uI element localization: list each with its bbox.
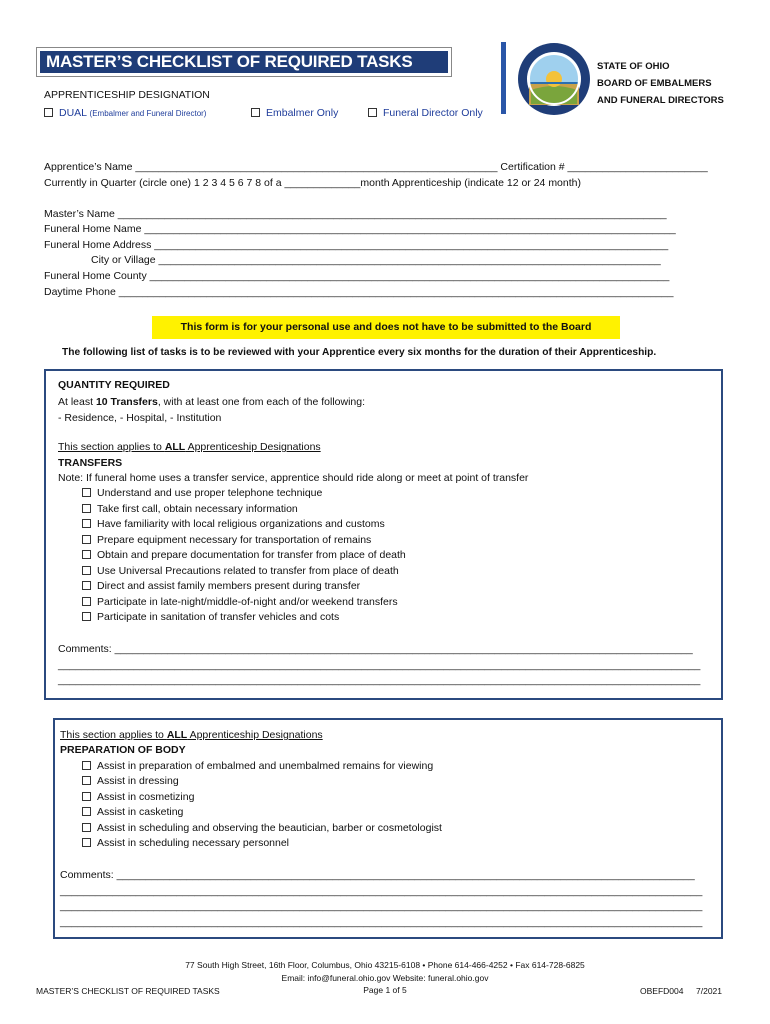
task-checkbox[interactable] <box>82 504 91 513</box>
task-label: Understand and use proper telephone technique <box>97 487 323 499</box>
applies-post: Apprenticeship Designations <box>185 441 321 453</box>
section1-applies <box>58 441 321 453</box>
task-label: Participate in sanitation of transfer vehicles and cots <box>97 611 340 623</box>
transfer-task[interactable] <box>82 596 398 608</box>
task-label: Assist in casketing <box>97 806 184 818</box>
task-checkbox[interactable] <box>82 535 91 544</box>
preparation-comment-line[interactable]: ______________________________________________________________________________________________________________ <box>60 900 703 912</box>
task-label: Assist in preparation of embalmed and unembalmed remains for viewing <box>97 760 434 772</box>
option-funeral-director-only[interactable] <box>368 107 483 119</box>
quantity-post: , with at least one from each of the following: <box>157 396 366 408</box>
embalmer-only-label: Embalmer Only <box>266 107 339 119</box>
task-checkbox[interactable] <box>82 566 91 575</box>
preparation-comment-line[interactable]: ______________________________________________________________________________________________________________ <box>60 885 703 897</box>
quantity-heading: QUANTITY REQUIRED <box>58 379 170 391</box>
applies-all: ALL <box>164 441 186 453</box>
form-date: 7/2021 <box>696 986 722 996</box>
preparation-comments[interactable]: Comments: ___________________________________________________________________________________________________ <box>60 869 695 881</box>
preparation-task[interactable] <box>82 775 179 787</box>
task-checkbox[interactable] <box>82 581 91 590</box>
transfers-comment-line[interactable]: ______________________________________________________________________________________________________________ <box>58 674 701 686</box>
dual-checkbox[interactable] <box>44 108 53 117</box>
dual-note: (Embalmer and Funeral Director) <box>89 109 207 118</box>
task-checkbox[interactable] <box>82 823 91 832</box>
applies-post: Apprenticeship Designations <box>187 729 323 741</box>
quantity-pre: At least <box>58 396 96 408</box>
agency-line-3: AND FUNERAL DIRECTORS <box>597 95 724 106</box>
header-divider <box>501 42 506 114</box>
title-box <box>36 47 452 77</box>
task-checkbox[interactable] <box>82 612 91 621</box>
transfer-task[interactable] <box>82 549 406 561</box>
transfer-task[interactable] <box>82 487 322 499</box>
task-checkbox[interactable] <box>82 519 91 528</box>
task-checkbox[interactable] <box>82 550 91 559</box>
quantity-requirement <box>58 396 365 408</box>
dual-label: DUAL <box>59 107 87 119</box>
page-title: MASTER’S CHECKLIST OF REQUIRED TASKS <box>40 51 448 73</box>
city-or-village-field[interactable]: City or Village ______________________________________________________________________________________ <box>91 254 661 266</box>
task-label: Obtain and prepare documentation for transfer from place of death <box>97 549 406 561</box>
option-dual[interactable] <box>44 107 206 119</box>
footer-address: 77 South High Street, 16th Floor, Columbus, Ohio 43215-6108 • Phone 614-466-4252 • Fax 614-728-6825 <box>185 960 585 970</box>
transfers-comments[interactable]: Comments: ___________________________________________________________________________________________________ <box>58 643 693 655</box>
task-label: Participate in late-night/middle-of-night and/or weekend transfers <box>97 596 398 608</box>
task-checkbox[interactable] <box>82 792 91 801</box>
quantity-list: - Residence, - Hospital, - Institution <box>58 412 222 424</box>
transfer-task[interactable] <box>82 518 385 530</box>
task-checkbox[interactable] <box>82 597 91 606</box>
preparation-comment-line[interactable]: ______________________________________________________________________________________________________________ <box>60 916 703 928</box>
transfers-note: Note: If funeral home uses a transfer service, apprentice should ride along or meet at point of transfer <box>58 472 529 484</box>
transfer-task[interactable] <box>82 611 339 623</box>
agency-line-2: BOARD OF EMBALMERS <box>597 78 712 89</box>
transfer-task[interactable] <box>82 580 360 592</box>
form-id: OBEFD004 <box>640 986 684 996</box>
preparation-task[interactable] <box>82 837 289 849</box>
embalmer-only-checkbox[interactable] <box>251 108 260 117</box>
preparation-task[interactable] <box>82 822 442 834</box>
preparation-task[interactable] <box>82 760 433 772</box>
footer-form-name: MASTER’S CHECKLIST OF REQUIRED TASKS <box>36 986 220 996</box>
applies-pre: This section applies to <box>60 729 167 741</box>
daytime-phone-field[interactable]: Daytime Phone _______________________________________________________________________________________________ <box>44 286 674 298</box>
task-label: Direct and assist family members present during transfer <box>97 580 361 592</box>
task-checkbox[interactable] <box>82 807 91 816</box>
preparation-task[interactable] <box>82 791 194 803</box>
task-label: Prepare equipment necessary for transportation of remains <box>97 534 372 546</box>
ohio-state-seal-icon <box>517 42 591 116</box>
option-embalmer-only[interactable] <box>251 107 338 119</box>
transfers-comment-line[interactable]: ______________________________________________________________________________________________________________ <box>58 659 701 671</box>
task-checkbox[interactable] <box>82 488 91 497</box>
preparation-heading: PREPARATION OF BODY <box>60 744 186 756</box>
agency-name <box>597 58 724 109</box>
task-label: Assist in cosmetizing <box>97 791 195 803</box>
designation-heading: APPRENTICESHIP DESIGNATION <box>44 89 210 101</box>
task-label: Have familiarity with local religious organizations and customs <box>97 518 385 530</box>
transfer-task[interactable] <box>82 565 399 577</box>
funeral-home-name-field[interactable]: Funeral Home Name ___________________________________________________________________________________________ <box>44 223 676 235</box>
quantity-count: 10 Transfers <box>95 396 158 408</box>
task-label: Assist in dressing <box>97 775 179 787</box>
quarter-field[interactable]: Currently in Quarter (circle one) 1 2 3 4 5 6 7 8 of a _____________month Apprenticeship (indicate 12 or 24 month) <box>44 177 581 189</box>
apprentice-name-field[interactable]: Apprentice’s Name ______________________________________________________________ Certification # ________________________ <box>44 161 708 173</box>
funeral-director-only-checkbox[interactable] <box>368 108 377 117</box>
transfers-heading: TRANSFERS <box>58 457 123 469</box>
funeral-home-county-field[interactable]: Funeral Home County _________________________________________________________________________________________ <box>44 270 670 282</box>
funeral-director-only-label: Funeral Director Only <box>383 107 483 119</box>
task-checkbox[interactable] <box>82 761 91 770</box>
agency-line-1: STATE OF OHIO <box>597 61 670 72</box>
page-number: Page 1 of 5 <box>363 985 407 995</box>
task-checkbox[interactable] <box>82 838 91 847</box>
task-label: Assist in scheduling necessary personnel <box>97 837 290 849</box>
task-checkbox[interactable] <box>82 776 91 785</box>
footer-contact: Email: info@funeral.ohio.gov Website: funeral.ohio.gov <box>281 973 489 983</box>
funeral-home-address-field[interactable]: Funeral Home Address ________________________________________________________________________________________ <box>44 239 669 251</box>
preparation-task[interactable] <box>82 806 183 818</box>
task-label: Assist in scheduling and observing the beautician, barber or cosmetologist <box>97 822 442 834</box>
personal-use-notice: This form is for your personal use and does not have to be submitted to the Board <box>152 316 620 339</box>
transfer-task[interactable] <box>82 503 298 515</box>
transfer-task[interactable] <box>82 534 371 546</box>
section2-applies <box>60 729 323 741</box>
review-instruction: The following list of tasks is to be reviewed with your Apprentice every six months for the duration of their Apprenticeship. <box>62 347 657 358</box>
applies-pre: This section applies to <box>58 441 165 453</box>
task-label: Use Universal Precautions related to transfer from place of death <box>97 565 399 577</box>
masters-name-field[interactable]: Master’s Name ______________________________________________________________________________________________ <box>44 208 667 220</box>
applies-all: ALL <box>166 729 188 741</box>
task-label: Take first call, obtain necessary information <box>97 503 298 515</box>
